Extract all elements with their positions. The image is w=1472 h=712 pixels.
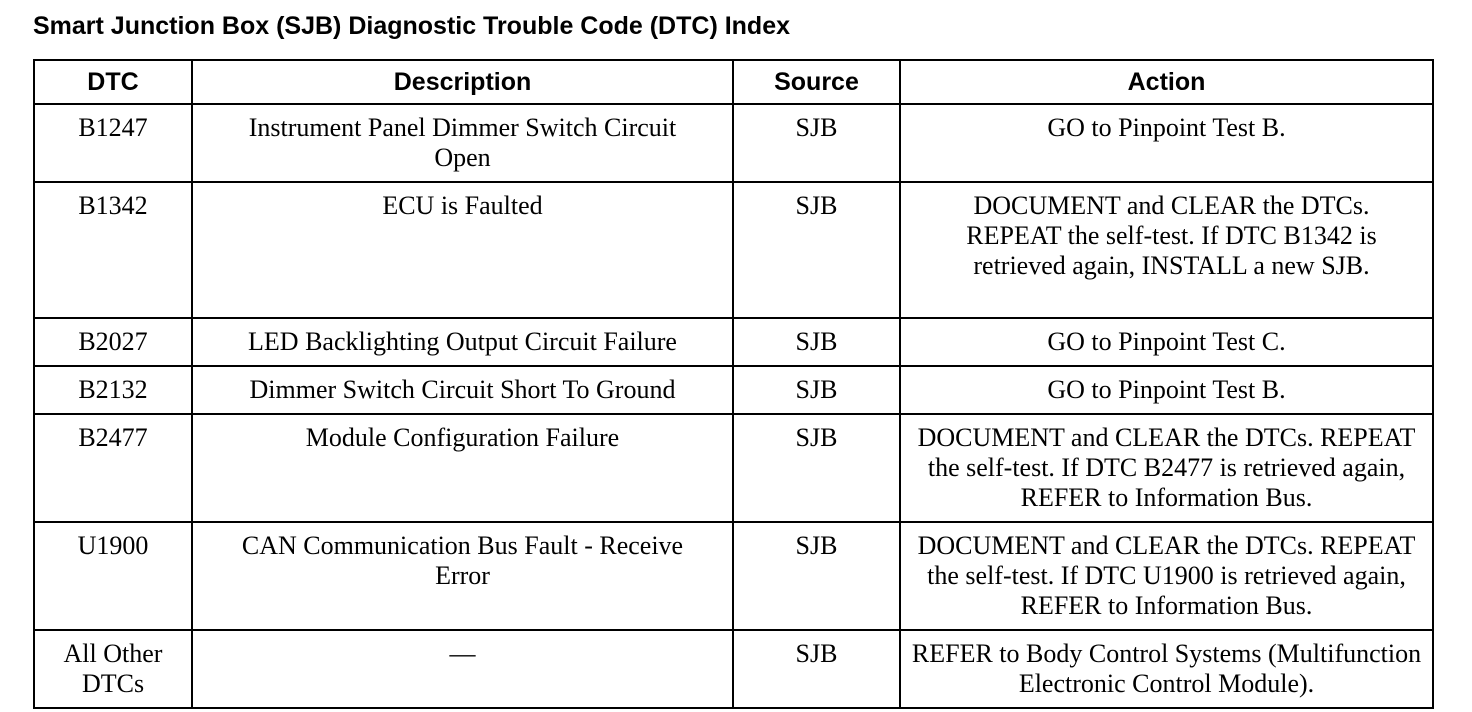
header-dtc: DTC bbox=[34, 60, 192, 104]
cell-description: Instrument Panel Dimmer Switch Circuit Open bbox=[192, 104, 733, 182]
table-row bbox=[34, 104, 1433, 182]
page-title: Smart Junction Box (SJB) Diagnostic Trouble Code (DTC) Index bbox=[33, 12, 791, 40]
table-row bbox=[34, 630, 1433, 708]
cell-description: — bbox=[192, 630, 733, 708]
cell-action: DOCUMENT and CLEAR the DTCs. REPEAT the self-test. If DTC B1342 is retrieved again, INSTALL a new SJB. bbox=[900, 182, 1433, 318]
table-row bbox=[34, 318, 1433, 366]
cell-action: REFER to Body Control Systems (Multifunction Electronic Control Module). bbox=[900, 630, 1433, 708]
cell-source: SJB bbox=[733, 366, 900, 414]
header-description: Description bbox=[192, 60, 733, 104]
cell-description: LED Backlighting Output Circuit Failure bbox=[192, 318, 733, 366]
cell-source: SJB bbox=[733, 182, 900, 318]
table-header-row bbox=[34, 60, 1433, 104]
cell-action: GO to Pinpoint Test B. bbox=[900, 104, 1433, 182]
cell-description: ECU is Faulted bbox=[192, 182, 733, 318]
table-row bbox=[34, 182, 1433, 318]
table-row bbox=[34, 414, 1433, 522]
cell-source: SJB bbox=[733, 414, 900, 522]
cell-action: GO to Pinpoint Test C. bbox=[900, 318, 1433, 366]
dtc-index-table bbox=[33, 59, 1434, 709]
cell-dtc: All Other DTCs bbox=[34, 630, 192, 708]
cell-dtc: B2027 bbox=[34, 318, 192, 366]
cell-description: Dimmer Switch Circuit Short To Ground bbox=[192, 366, 733, 414]
cell-dtc: B1342 bbox=[34, 182, 192, 318]
cell-source: SJB bbox=[733, 104, 900, 182]
cell-action: GO to Pinpoint Test B. bbox=[900, 366, 1433, 414]
cell-dtc: B2132 bbox=[34, 366, 192, 414]
header-action: Action bbox=[900, 60, 1433, 104]
cell-dtc: B1247 bbox=[34, 104, 192, 182]
table-row bbox=[34, 522, 1433, 630]
header-source: Source bbox=[733, 60, 900, 104]
cell-description: CAN Communication Bus Fault - Receive Error bbox=[192, 522, 733, 630]
cell-source: SJB bbox=[733, 318, 900, 366]
cell-source: SJB bbox=[733, 630, 900, 708]
cell-dtc: B2477 bbox=[34, 414, 192, 522]
cell-action: DOCUMENT and CLEAR the DTCs. REPEAT the self-test. If DTC U1900 is retrieved again, REFER to Information Bus. bbox=[900, 522, 1433, 630]
cell-dtc: U1900 bbox=[34, 522, 192, 630]
cell-action: DOCUMENT and CLEAR the DTCs. REPEAT the self-test. If DTC B2477 is retrieved again, REFER to Information Bus. bbox=[900, 414, 1433, 522]
cell-source: SJB bbox=[733, 522, 900, 630]
cell-description: Module Configuration Failure bbox=[192, 414, 733, 522]
table-row bbox=[34, 366, 1433, 414]
